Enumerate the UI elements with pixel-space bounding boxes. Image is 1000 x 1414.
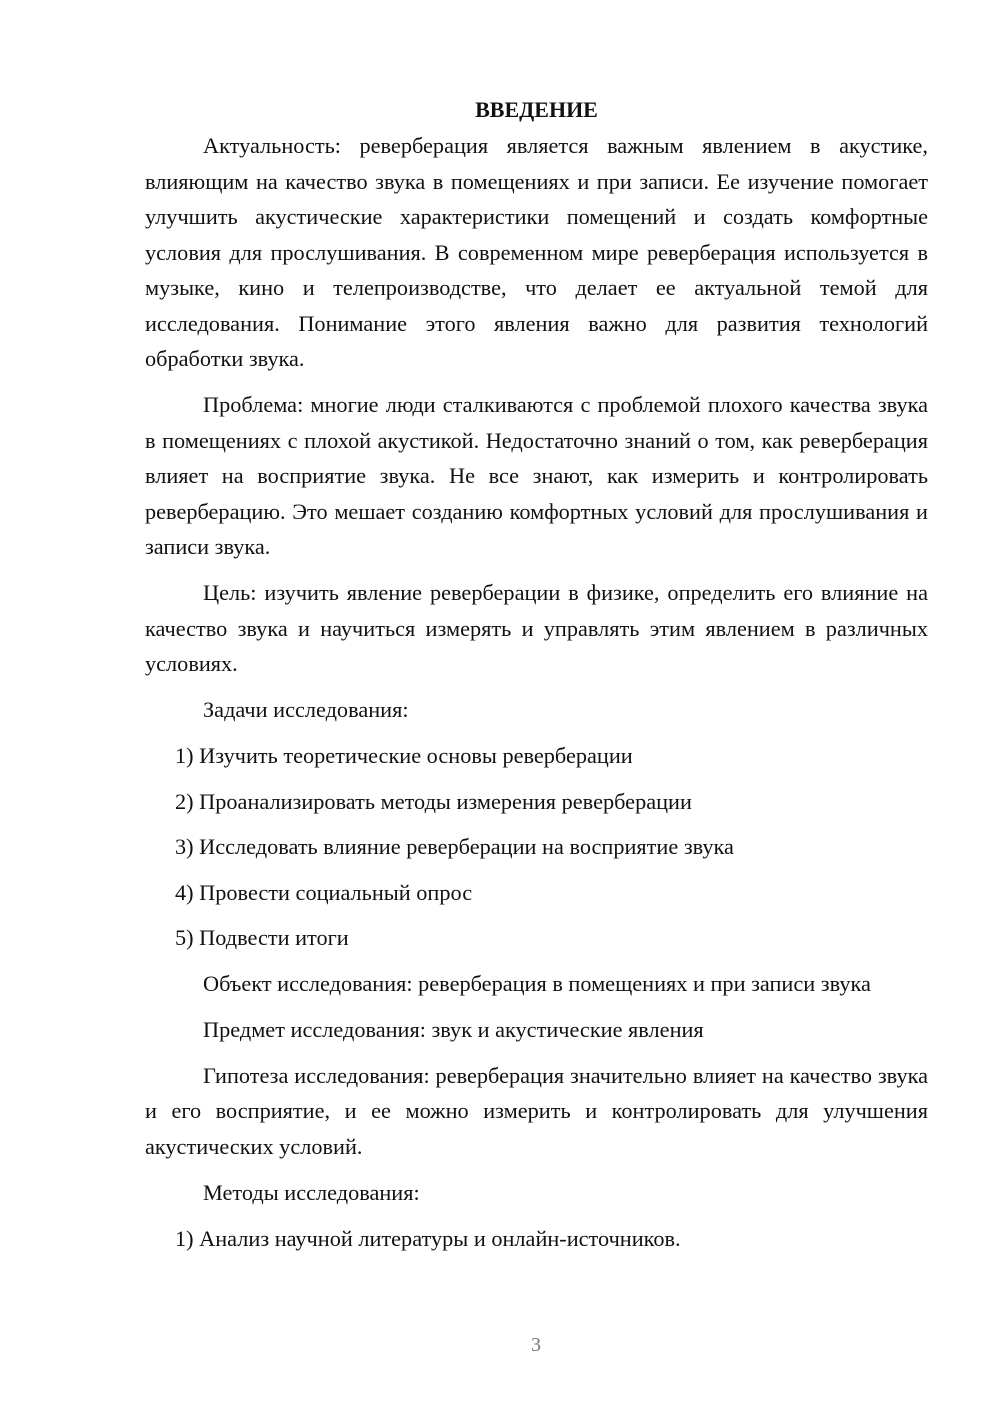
list-item: 3) Исследовать влияние реверберации на восприятие звука: [175, 834, 734, 859]
page-content: [145, 94, 928, 1266]
page-title: ВВЕДЕНИЕ: [475, 97, 598, 122]
goal-paragraph: Цель: изучить явление реверберации в физике, определить его влияние на качество звука и научиться измерять и управлять этим явлением в различных условиях.: [145, 580, 928, 676]
tasks-heading: Задачи исследования:: [203, 697, 409, 722]
methods-heading: Методы исследования:: [203, 1179, 420, 1205]
hypothesis-paragraph: Гипотеза исследования: реверберация значительно влияет на качество звука и его восприятие, и ее можно измерить и контролировать для улучшения акустических условий.: [145, 1062, 928, 1159]
relevance-paragraph: Актуальность: реверберация является важным явлением в акустике, влияющим на качество звука в помещениях и при записи. Ее изучение помогает улучшить акустические характеристики помещений и создать комфортные условия для прослушивания. В современном мире реверберация используется в музыке, кино и телепроизводстве, что делает ее актуальной темой для исследования. Понимание этого явления важно для развития технологий обработки звука.: [145, 133, 928, 371]
tasks-list: [145, 738, 928, 956]
methods-list: [145, 1221, 928, 1257]
problem-paragraph: Проблема: многие люди сталкиваются с проблемой плохого качества звука в помещениях с плохой акустикой. Недостаточно знаний о том, как реверберация влияет на восприятие звука. Не все знают, как измерить и контролировать реверберацию. Это мешает созданию комфортных условий для прослушивания и записи звука.: [145, 392, 928, 559]
subject-paragraph: Предмет исследования: звук и акустические явления: [203, 1016, 704, 1042]
page-number: 3: [531, 1334, 541, 1356]
object-paragraph: Объект исследования: реверберация в помещениях и при записи звука: [203, 970, 871, 996]
list-item: 5) Подвести итоги: [175, 925, 349, 950]
list-item: 1) Анализ научной литературы и онлайн-источников.: [175, 1225, 681, 1251]
list-item: 1) Изучить теоретические основы реверберации: [175, 743, 633, 768]
list-item: 2) Проанализировать методы измерения реверберации: [175, 788, 692, 814]
list-item: 4) Провести социальный опрос: [175, 879, 473, 905]
